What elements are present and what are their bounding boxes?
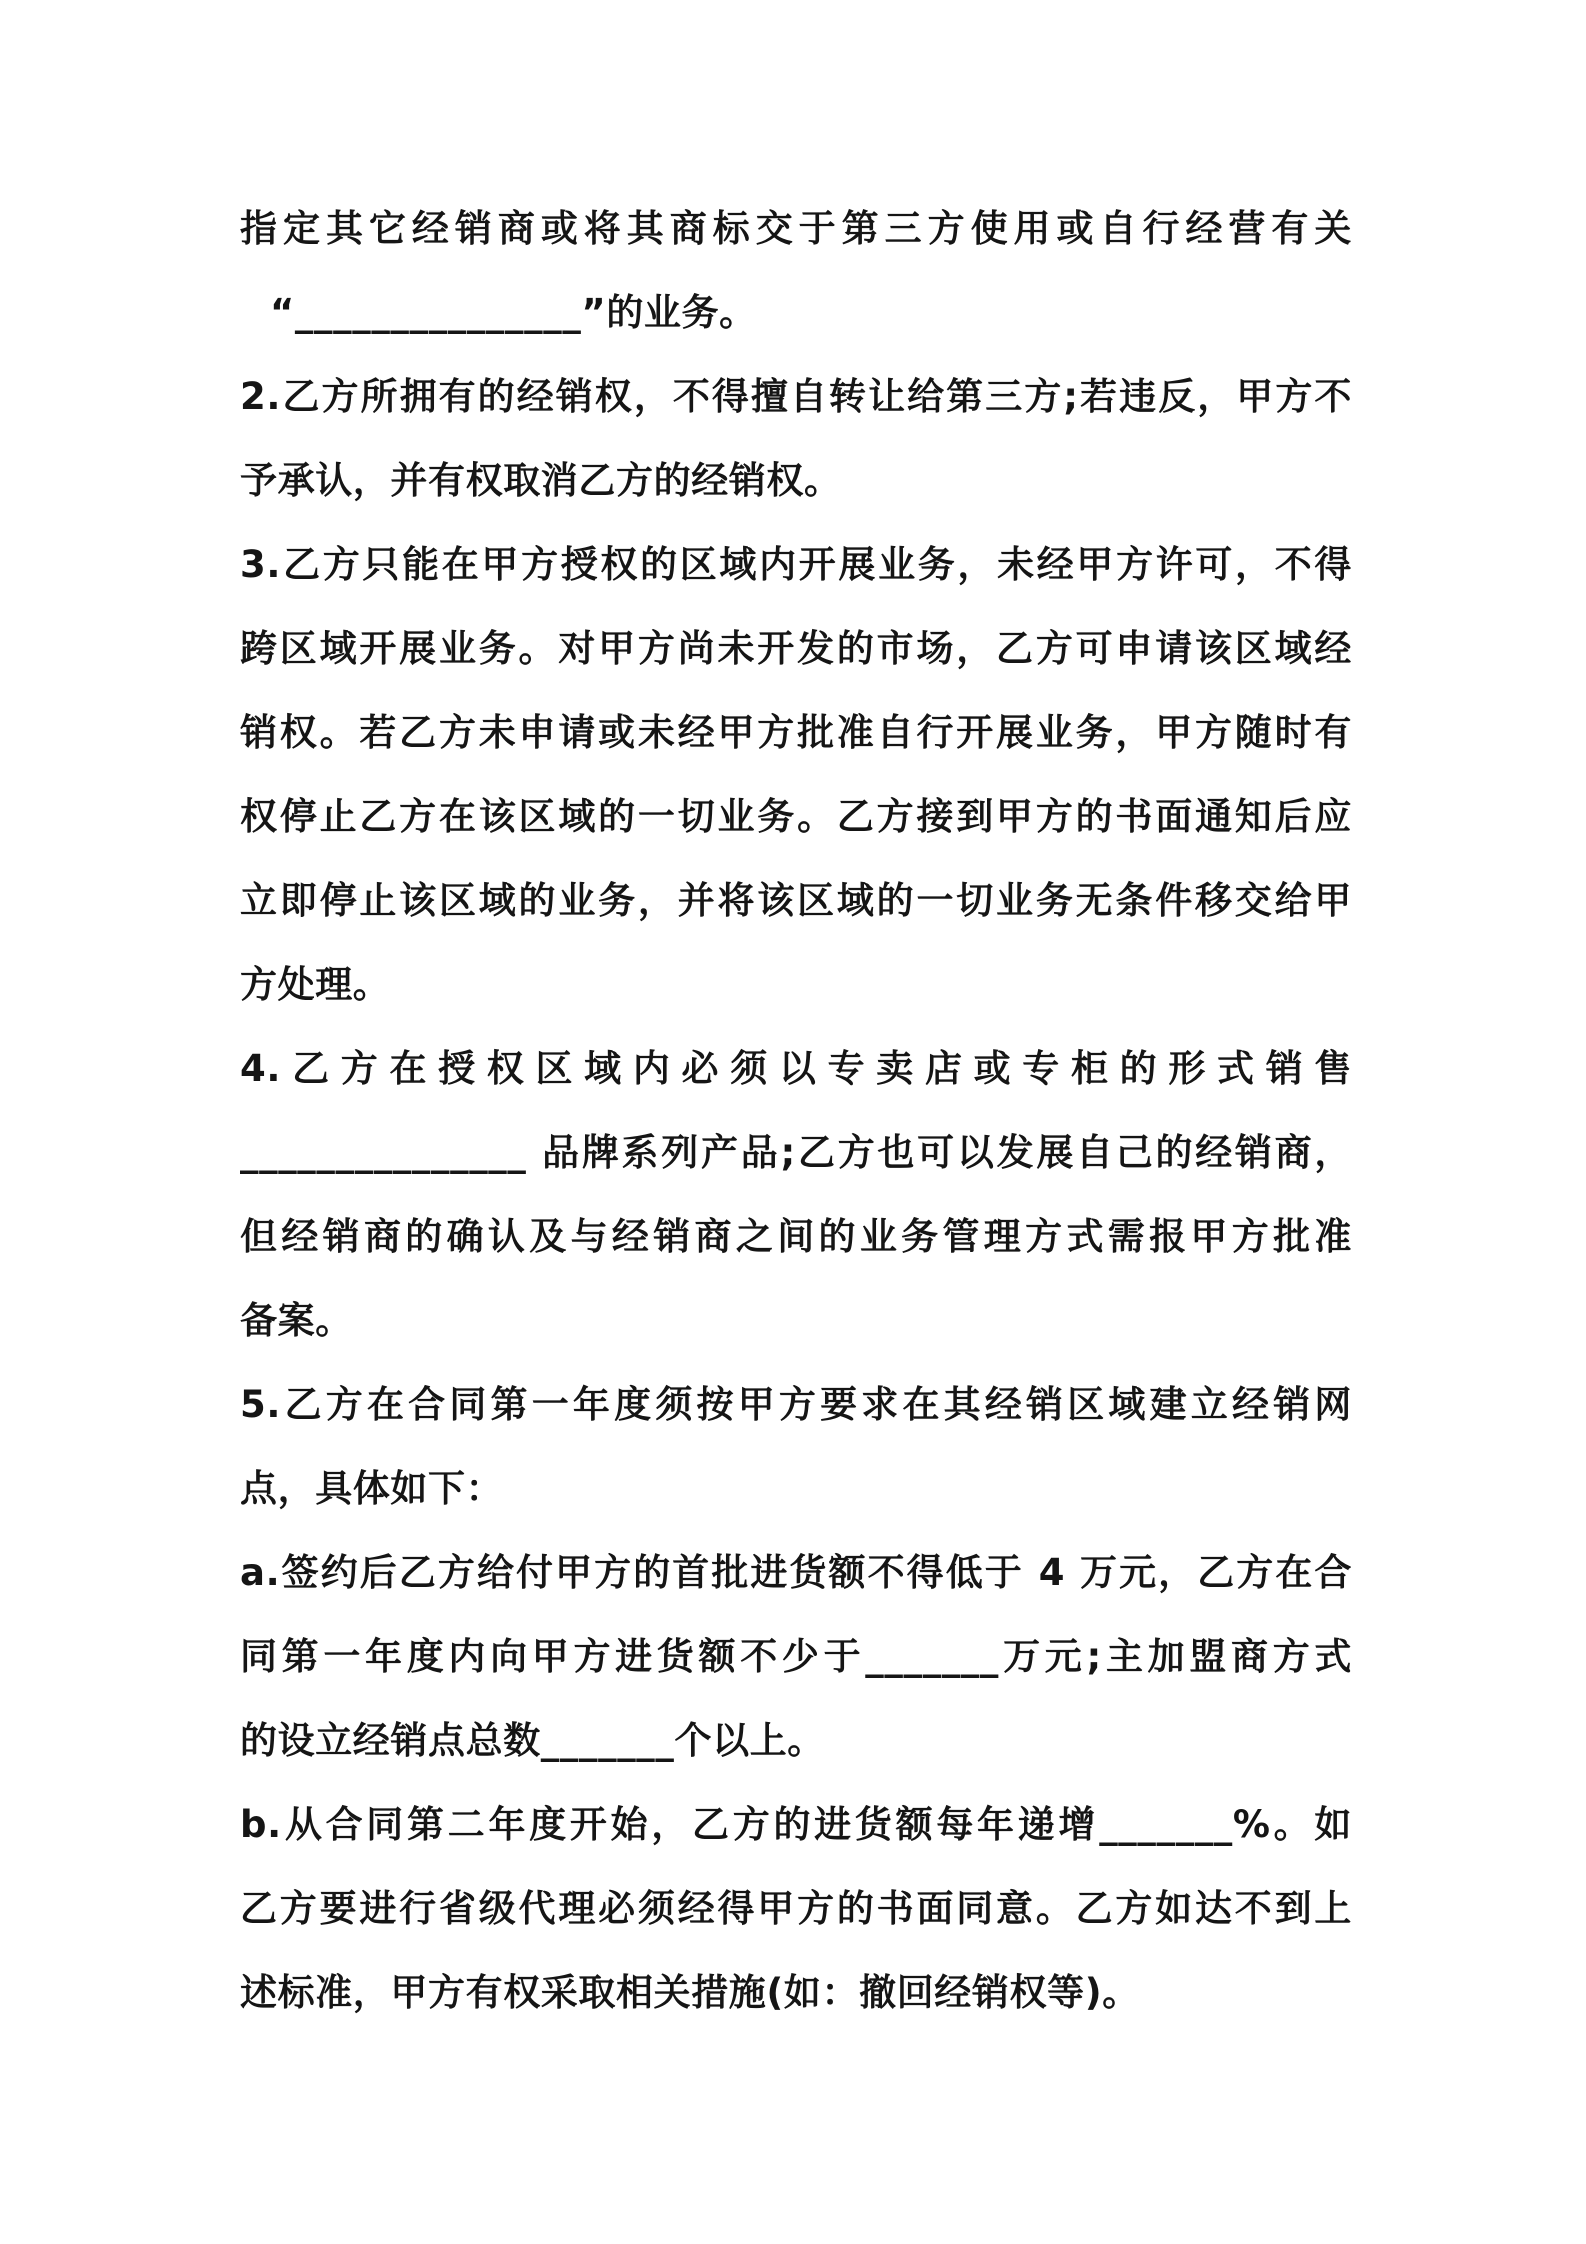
text-line-21: 乙方要进行省级代理必须经得甲方的书面同意。乙方如达不到上 xyxy=(240,1887,1352,1930)
text-line-4: 予承认，并有权取消乙方的经销权。 xyxy=(240,459,842,502)
text-line-3: 2.乙方所拥有的经销权，不得擅自转让给第三方;若违反，甲方不 xyxy=(240,375,1352,418)
text-line-8: 权停止乙方在该区域的一切业务。乙方接到甲方的书面通知后应 xyxy=(240,795,1352,838)
text-line-22: 述标准，甲方有权采取相关措施(如：撤回经销权等)。 xyxy=(240,1971,1140,2014)
text-line-20: b.从合同第二年度开始，乙方的进货额每年递增_______%。如 xyxy=(240,1803,1352,1846)
text-line-11: 4.乙方在授权区域内必须以专卖店或专柜的形式销售 xyxy=(240,1047,1352,1090)
text-line-10: 方处理。 xyxy=(240,963,391,1006)
text-line-19: 的设立经销点总数_______个以上。 xyxy=(240,1719,825,1762)
text-line-2: “_______________”的业务。 xyxy=(270,291,757,334)
text-line-9: 立即停止该区域的业务，并将该区域的一切业务无条件移交给甲 xyxy=(240,879,1352,922)
text-line-18: 同第一年度内向甲方进货额不少于_______万元;主加盟商方式 xyxy=(240,1635,1352,1678)
text-line-7: 销权。若乙方未申请或未经甲方批准自行开展业务，甲方随时有 xyxy=(240,711,1352,754)
text-line-15: 5.乙方在合同第一年度须按甲方要求在其经销区域建立经销网 xyxy=(240,1383,1352,1426)
text-line-5: 3.乙方只能在甲方授权的区域内开展业务，未经甲方许可，不得 xyxy=(240,543,1352,586)
text-line-14: 备案。 xyxy=(240,1299,353,1342)
text-line-1: 指定其它经销商或将其商标交于第三方使用或自行经营有关 xyxy=(240,207,1352,250)
text-line-6: 跨区域开展业务。对甲方尚未开发的市场，乙方可申请该区域经 xyxy=(240,627,1352,670)
text-line-12: _______________ 品牌系列产品;乙方也可以发展自己的经销商， xyxy=(240,1131,1352,1174)
text-line-16: 点，具体如下： xyxy=(240,1467,504,1510)
text-line-13: 但经销商的确认及与经销商之间的业务管理方式需报甲方批准 xyxy=(240,1215,1352,1258)
text-line-17: a.签约后乙方给付甲方的首批进货额不得低于 4 万元，乙方在合 xyxy=(240,1551,1352,1594)
